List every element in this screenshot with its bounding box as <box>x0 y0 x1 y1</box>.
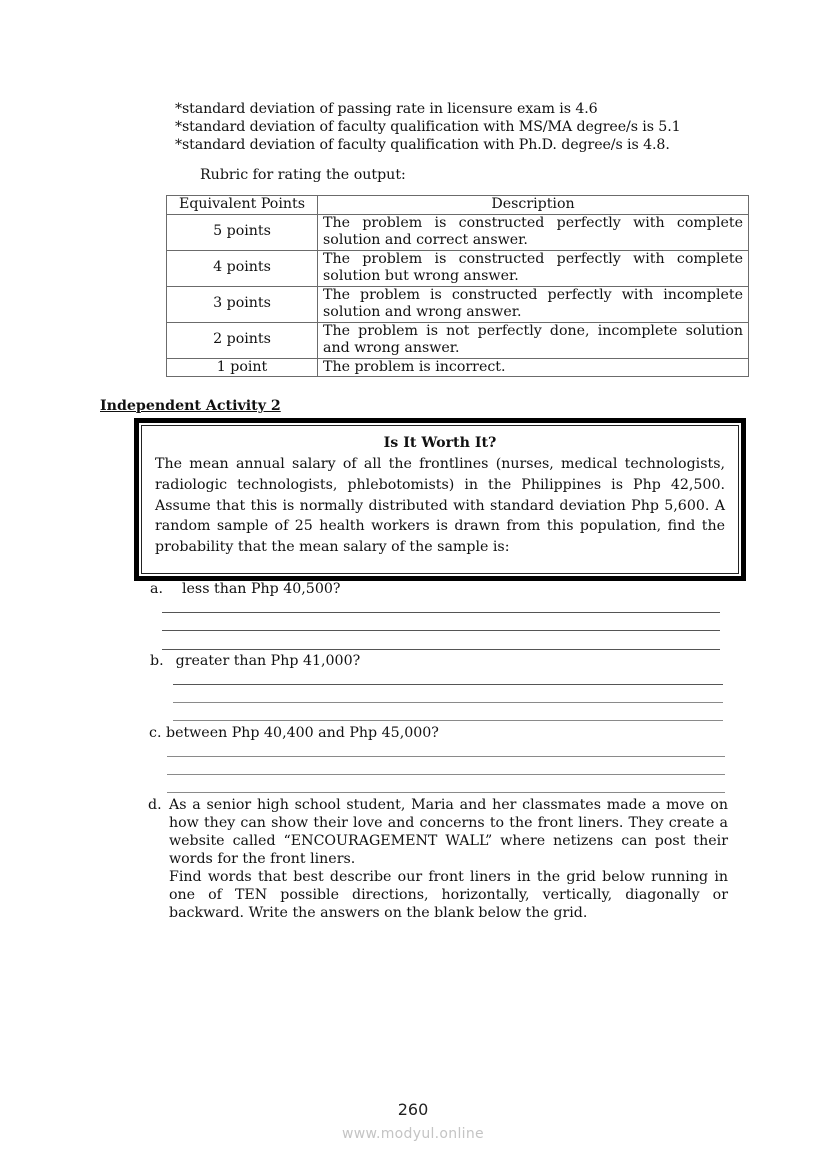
question-d-body <box>169 796 728 922</box>
answer-line[interactable] <box>162 630 720 631</box>
answer-line[interactable] <box>167 756 725 757</box>
answer-line[interactable] <box>167 774 725 775</box>
standard-deviation-notes <box>175 100 681 154</box>
question-marker: a. <box>150 581 163 597</box>
question-d-instructions: Find words that best describe our front liners in the grid below running in one of TEN possible directions, horizontally, vertically, diagonally or backward. Write the answers on the blank below the grid. <box>169 869 728 921</box>
rubric-label: Rubric for rating the output: <box>200 167 406 183</box>
table-row <box>167 286 749 322</box>
question-d-paragraph: As a senior high school student, Maria and her classmates made a move on how they can show their love and concerns to the front liners. They create a website called “ENCOURAGEMENT WALL” where netizens can post their words for the front liners. <box>169 797 728 867</box>
points-cell: 5 points <box>167 214 318 250</box>
description-cell: The problem is constructed perfectly with incomplete solution and wrong answer. <box>318 286 749 322</box>
problem-title: Is It Worth It? <box>383 435 497 451</box>
question-d <box>148 796 728 922</box>
question-b <box>150 652 360 670</box>
rubric-header-row <box>167 196 749 215</box>
points-cell: 3 points <box>167 286 318 322</box>
answer-line[interactable] <box>173 720 723 721</box>
answer-line[interactable] <box>173 684 723 685</box>
points-cell: 4 points <box>167 250 318 286</box>
question-c <box>149 724 439 742</box>
problem-box <box>134 418 746 581</box>
page-number: 260 <box>397 1100 429 1119</box>
question-marker: d. <box>148 797 162 813</box>
question-text: greater than Php 41,000? <box>175 653 361 669</box>
points-cell: 1 point <box>167 358 318 377</box>
rubric-table <box>166 195 749 377</box>
description-cell: The problem is constructed perfectly with complete solution and correct answer. <box>318 214 749 250</box>
question-text: between Php 40,400 and Php 45,000? <box>165 725 439 741</box>
header-equivalent-points: Equivalent Points <box>167 196 318 215</box>
problem-box-inner <box>141 425 739 574</box>
sd-note: *standard deviation of passing rate in licensure exam is 4.6 <box>175 101 598 117</box>
activity-heading: Independent Activity 2 <box>100 398 281 414</box>
table-row <box>167 214 749 250</box>
question-marker: b. <box>150 653 164 669</box>
description-cell: The problem is incorrect. <box>318 358 749 377</box>
sd-note: *standard deviation of faculty qualification with Ph.D. degree/s is 4.8. <box>175 137 670 153</box>
description-cell: The problem is not perfectly done, incomplete solution and wrong answer. <box>318 322 749 358</box>
watermark: www.modyul.online <box>342 1126 484 1142</box>
table-row <box>167 358 749 377</box>
sd-note: *standard deviation of faculty qualification with MS/MA degree/s is 5.1 <box>175 119 681 135</box>
points-cell: 2 points <box>167 322 318 358</box>
description-cell: The problem is constructed perfectly with complete solution but wrong answer. <box>318 250 749 286</box>
question-a <box>150 580 340 598</box>
header-description: Description <box>318 196 749 215</box>
answer-line[interactable] <box>167 792 725 793</box>
table-row <box>167 250 749 286</box>
answer-line[interactable] <box>162 649 720 650</box>
problem-text: The mean annual salary of all the frontlines (nurses, medical technologists, radiologic technologists, phlebotomists) in the Philippines is Php 42,500. Assume that this is normally distributed with standard deviation Php 5,600. A random sample of 25 health workers is drawn from this population, find the probability that the mean salary of the sample is: <box>155 456 725 556</box>
question-text: less than Php 40,500? <box>182 581 341 597</box>
answer-line[interactable] <box>173 702 723 703</box>
table-row <box>167 322 749 358</box>
question-marker: c. <box>149 725 162 741</box>
answer-line[interactable] <box>162 612 720 613</box>
